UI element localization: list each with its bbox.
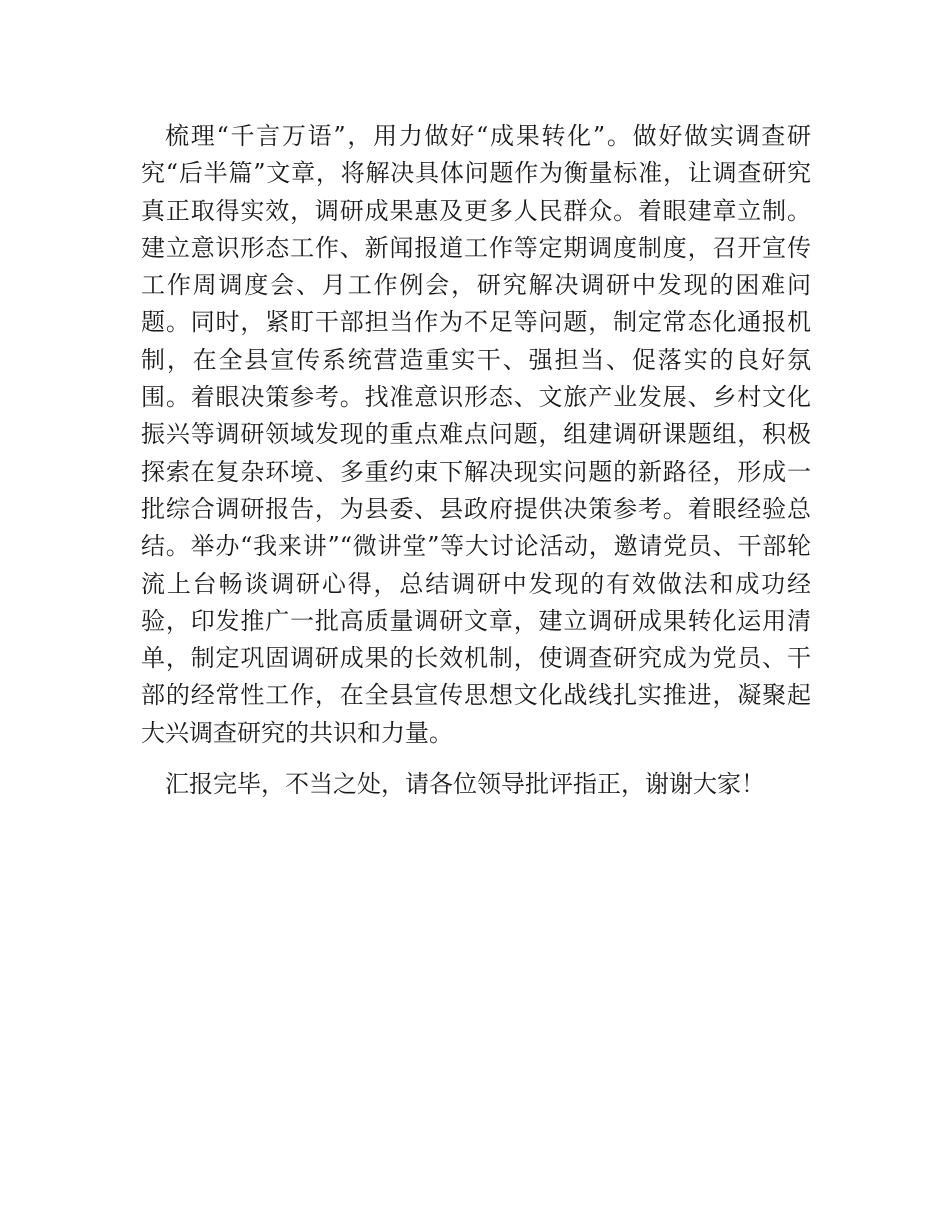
body-paragraph-results-transformation: 梳理“千言万语”，用力做好“成果转化”。做好做实调查研究“后半篇”文章，将解决具体问题作为衡量标准，让调查研究真正取得实效，调研成果惠及更多人民群众。着眼建章立制。建立意识形态工作、新闻报道工作等定期调度制度，召开宣传工作周调度会、月工作例会，研究解决调研中发现的困难问题。同时，紧盯干部担当作为不足等问题，制定常态化通报机制，在全县宣传系统营造重实干、强担当、促落实的良好氛围。着眼决策参考。找准意识形态、文旅产业发展、乡村文化振兴等调研领域发现的重点难点问题，组建调研课题组，积极探索在复杂环境、多重约束下解决现实问题的新路径，形成一批综合调研报告，为县委、县政府提供决策参考。着眼经验总结。举办“我来讲”“微讲堂”等大讨论活动，邀请党员、干部轮流上台畅谈调研心得，总结调研中发现的有效做法和成功经验，印发推广一批高质量调研文章，建立调研成果转化运用清单，制定巩固调研成果的长效机制，使调查研究成为党员、干部的经常性工作，在全县宣传思想文化战线扎实推进，凝聚起大兴调查研究的共识和力量。 — [141, 122, 811, 747]
document-body — [141, 118, 811, 803]
closing-paragraph: 汇报完毕，不当之处，请各位领导批评指正，谢谢大家！ — [165, 770, 765, 799]
